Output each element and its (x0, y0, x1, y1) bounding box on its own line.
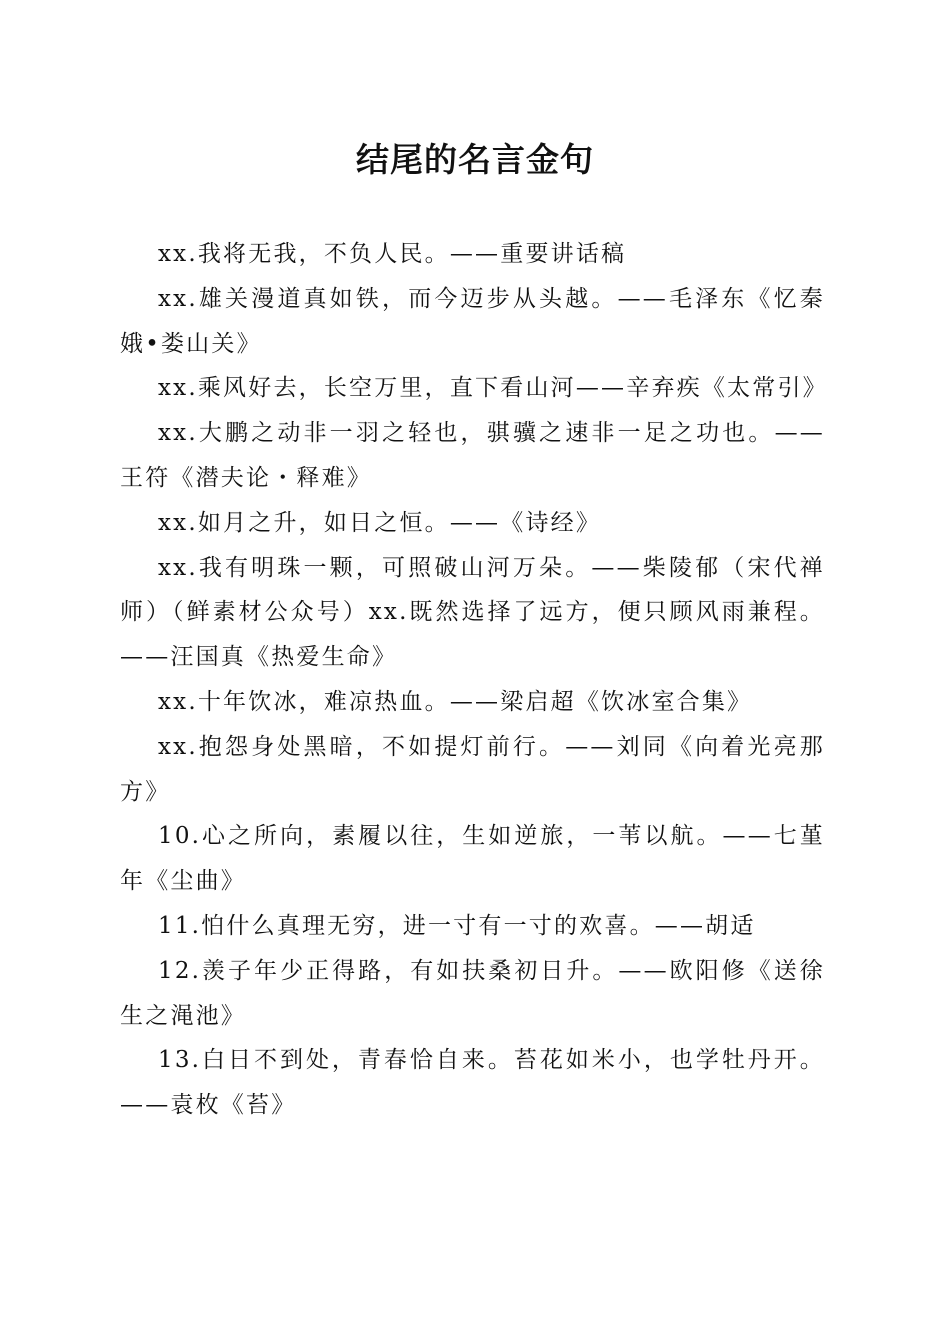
quote-paragraph: 10.心之所向，素履以往，生如逆旅，一苇以航。——七堇年《尘曲》 (120, 823, 825, 895)
document-body (120, 232, 828, 1128)
quote-paragraph: xx.抱怨身处黑暗，不如提灯前行。——刘同《向着光亮那方》 (120, 733, 825, 805)
quote-paragraph: 12.羡子年少正得路，有如扶桑初日升。——欧阳修《送徐生之渑池》 (120, 957, 825, 1029)
document-title: 结尾的名言金句 (356, 140, 594, 179)
quote-paragraph: xx.如月之升，如日之恒。——《诗经》 (158, 509, 602, 536)
quote-paragraph: xx.大鹏之动非一羽之轻也，骐骥之速非一足之功也。——王符《潜夫论・释难》 (120, 420, 825, 491)
quote-paragraph: 11.怕什么真理无穷，进一寸有一寸的欢喜。——胡适 (158, 912, 756, 939)
quote-paragraph: xx.我将无我，不负人民。——重要讲话稿 (158, 241, 627, 267)
quote-paragraph: xx.我有明珠一颗，可照破山河万朵。——柴陵郁（宋代禅师）（鲜素材公众号）xx.既然选择了远方，便只顾风雨兼程。——汪国真《热爱生命》 (120, 554, 825, 671)
quote-paragraph: xx.乘风好去，长空万里，直下看山河——辛弃疾《太常引》 (158, 375, 828, 402)
quote-paragraph: xx.十年饮冰，难凉热血。——梁启超《饮冰室合集》 (158, 688, 753, 715)
quote-paragraph: 13.白日不到处，青春恰自来。苔花如米小，也学牡丹开。——袁枚《苔》 (120, 1047, 825, 1119)
quote-paragraph: xx.雄关漫道真如铁，而今迈步从头越。——毛泽东《忆秦娥•娄山关》 (120, 285, 825, 357)
